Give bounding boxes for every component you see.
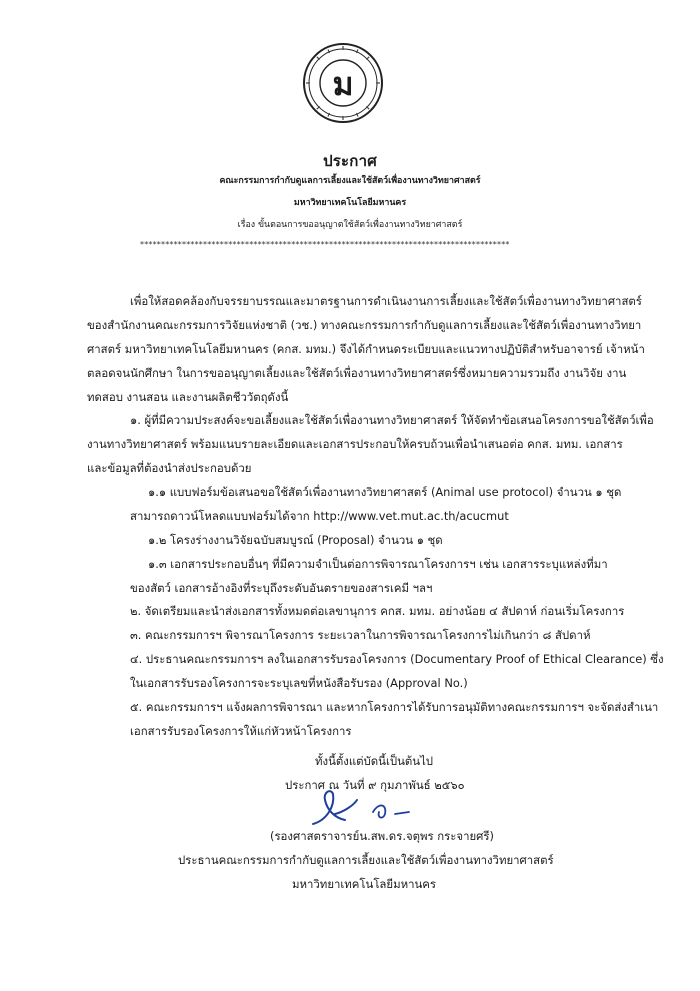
committee-name: คณะกรรมการกำกับดูแลการเลี้ยงและใช้สัตว์เพื่องานทางวิทยาศาสตร์ <box>219 176 481 186</box>
item-3-line: ๓. คณะกรรมการฯ พิจารณาโครงการ ระยะเวลาในการพิจารณาโครงการไม่เกินกว่า ๘ สัปดาห์ <box>130 628 591 642</box>
signatory-position: ประธานคณะกรรมการกำกับดูแลการเลี้ยงและใช้สัตว์เพื่องานทางวิทยาศาสตร์ <box>178 853 554 867</box>
item-1-line: งานทางวิทยาศาสตร์ พร้อมแนบรายละเอียดและเอกสารประกอบให้ครบถ้วนเพื่อนำเสนอต่อ คกส. มทม. เอกสาร <box>87 437 623 451</box>
subject-line: เรื่อง ขั้นตอนการขออนุญาตใช้สัตว์เพื่องานทางวิทยาศาสตร์ <box>237 220 463 230</box>
item-1-1-line: ๑.๑ แบบฟอร์มข้อเสนอขอใช้สัตว์เพื่องานทางวิทยาศาสตร์ (Animal use protocol) จำนวน ๑ ชุด <box>148 485 622 499</box>
item-4-line: ในเอกสารรับรองโครงการจะระบุเลขที่หนังสือรับรอง (Approval No.) <box>130 676 468 690</box>
effective-notice: ทั้งนี้ตั้งแต่บัดนี้เป็นต้นไป <box>315 754 434 768</box>
item-2-line: ๒. จัดเตรียมและนำส่งเอกสารทั้งหมดต่อเลขานุการ คกส. มทม. อย่างน้อย ๔ สัปดาห์ ก่อนเริ่มโครงการ <box>130 604 625 618</box>
item-1-3-line: ๑.๓ เอกสารประกอบอื่นๆ ที่มีความจำเป็นต่อการพิจารณาโครงการฯ เช่น เอกสารระบุแหล่งที่มา <box>148 557 608 571</box>
item-5-line: เอกสารรับรองโครงการให้แก่หัวหน้าโครงการ <box>130 724 352 738</box>
university-seal <box>302 42 384 124</box>
item-1-line: และข้อมูลที่ต้องนำส่งประกอบด้วย <box>87 461 252 475</box>
item-5-line: ๕. คณะกรรมการฯ แจ้งผลการพิจารณา และหากโครงการได้รับการอนุมัติทางคณะกรรมการฯ จะจัดส่งสำเนา <box>130 700 659 714</box>
intro-line: ทดสอบ งานสอน และงานผลิตชีววัตถุดังนี้ <box>87 390 289 404</box>
intro-line: ศาสตร์ มหาวิทยาเทคโนโลยีมหานคร (คกส. มทม.) จึงได้กำหนดระเบียบและแนวทางปฏิบัติสำหรับอาจารย์ เจ้าหน้า <box>87 342 645 356</box>
intro-line: เพื่อให้สอดคล้องกับจรรยาบรรณและมาตรฐานการดำเนินงานการเลี้ยงและใช้สัตว์เพื่องานทางวิทยาศาสตร์ <box>130 294 642 308</box>
announcement-title: ประกาศ <box>323 152 377 170</box>
intro-line: ตลอดจนนักศึกษา ในการขออนุญาตเลี้ยงและใช้สัตว์เพื่องานทางวิทยาศาสตร์ซึ่งหมายความรวมถึง งานวิจัย งาน <box>87 366 627 380</box>
signatory-organization: มหาวิทยาเทคโนโลยีมหานคร <box>292 877 437 891</box>
announcement-date: ประกาศ ณ วันที่ ๙ กุมภาพันธ์ ๒๕๖๐ <box>285 778 465 792</box>
seal-monogram: ม <box>332 65 354 103</box>
handwritten-signature <box>305 784 425 834</box>
divider-asterisks: **************************************************************************************** <box>140 240 510 249</box>
item-1-3-line: ของสัตว์ เอกสารอ้างอิงที่ระบุถึงระดับอันตรายของสารเคมี ฯลฯ <box>130 581 433 595</box>
university-name: มหาวิทยาเทคโนโลยีมหานคร <box>293 198 407 208</box>
item-1-2-line: ๑.๒ โครงร่างงานวิจัยฉบับสมบูรณ์ (Proposal) จำนวน ๑ ชุด <box>148 533 443 547</box>
intro-line: ของสำนักงานคณะกรรมการวิจัยแห่งชาติ (วช.) ทางคณะกรรมการกำกับดูแลการเลี้ยงและใช้สัตว์เพื่องานทางวิทยา <box>87 318 642 332</box>
signatory-name: (รองศาสตราจารย์น.สพ.ดร.จตุพร กระจายศรี) <box>270 829 494 843</box>
item-4-line: ๔. ประธานคณะกรรมการฯ ลงในเอกสารรับรองโครงการ (Documentary Proof of Ethical Clearance) ซึ่ง <box>130 652 664 666</box>
item-1-line: ๑. ผู้ที่มีความประสงค์จะขอเลี้ยงและใช้สัตว์เพื่องานทางวิทยาศาสตร์ ให้จัดทำข้อเสนอโครงการขอใช้สัตว์เพื่อ <box>130 413 654 427</box>
item-1-1-line: สามารถดาวน์โหลดแบบฟอร์มได้จาก http://www.vet.mut.ac.th/acucmut <box>130 509 509 523</box>
